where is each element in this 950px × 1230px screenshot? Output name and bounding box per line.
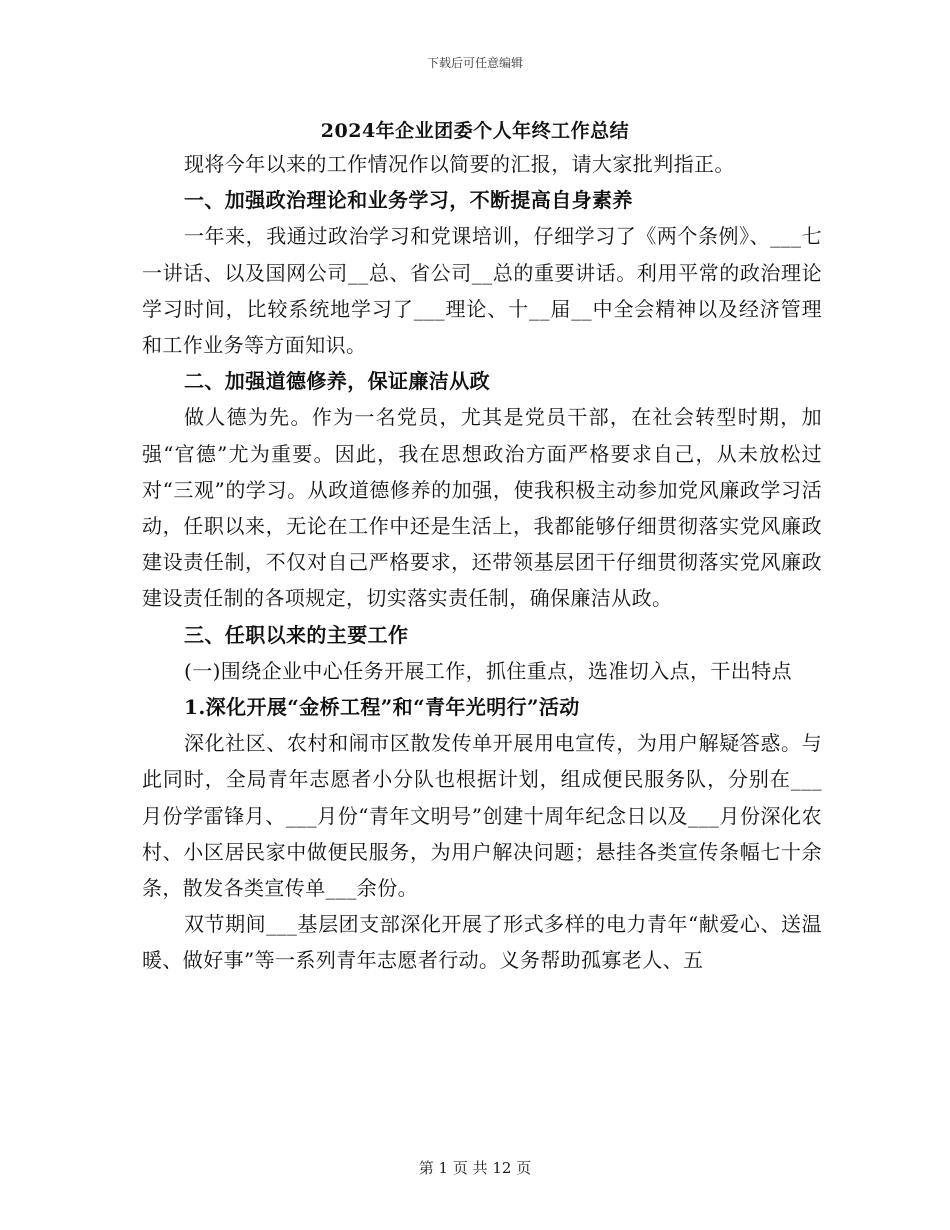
page-number: 第 1 页 共 12 页 bbox=[418, 1159, 532, 1177]
page-header: 下载后可任意编辑 bbox=[426, 56, 523, 70]
body-paragraph: 深化社区、农村和闹市区散发传单开展用电宣传，为用户解疑答惑。与此同时，全局青年志愿者小分队也根据计划，组成便民服务队，分别在___月份学雷锋月、___月份“青年文明号”创建十周年纪念日以及___月份深化农村、小区居民家中做便民服务，为用户解决问题；悬挂各类宣传条幅七十余条，散发各类宣传单___余份。 bbox=[142, 731, 822, 901]
section-heading-3: 三、任职以来的主要工作 bbox=[184, 622, 409, 647]
body-paragraph: 一年来，我通过政治学习和党课培训，仔细学习了《两个条例》、___七一讲话、以及国网公司__总、省公司__总的重要讲话。利用平常的政治理论学习时间，比较系统地学习了___理论、十__届__中全会精神以及经济管理和工作业务等方面知识。 bbox=[142, 224, 822, 358]
section-heading-2: 二、加强道德修养，保证廉洁从政 bbox=[184, 369, 490, 394]
subsection-paragraph: (一)围绕企业中心任务开展工作，抓住重点，选准切入点，干出特点 bbox=[184, 658, 793, 683]
intro-paragraph: 现将今年以来的工作情况作以简要的汇报，请大家批判指正。 bbox=[184, 152, 735, 176]
document-body bbox=[142, 146, 822, 979]
subheading-1: 1.深化开展“金桥工程”和“青年光明行”活动 bbox=[184, 695, 580, 720]
body-paragraph: 做人德为先。作为一名党员，尤其是党员干部，在社会转型时期，加强“官德”尤为重要。因此，我在思想政治方面严格要求自己，从未放松过对“三观”的学习。从政道德修养的加强，使我积极主动参加党风廉政学习活动，任职以来，无论在工作中还是生活上，我都能够仔细贯彻落实党风廉政建设责任制，不仅对自己严格要求，还带领基层团干仔细贯彻落实党风廉政建设责任制的各项规定，切实落实责任制，确保廉洁从政。 bbox=[142, 405, 822, 611]
section-heading-1: 一、加强政治理论和业务学习，不断提高自身素养 bbox=[184, 188, 633, 213]
body-paragraph: 双节期间___基层团支部深化开展了形式多样的电力青年“献爱心、送温暖、做好事”等一系列青年志愿者行动。义务帮助孤寡老人、五 bbox=[142, 912, 822, 973]
document-title: 2024年企业团委个人年终工作总结 bbox=[320, 120, 630, 142]
